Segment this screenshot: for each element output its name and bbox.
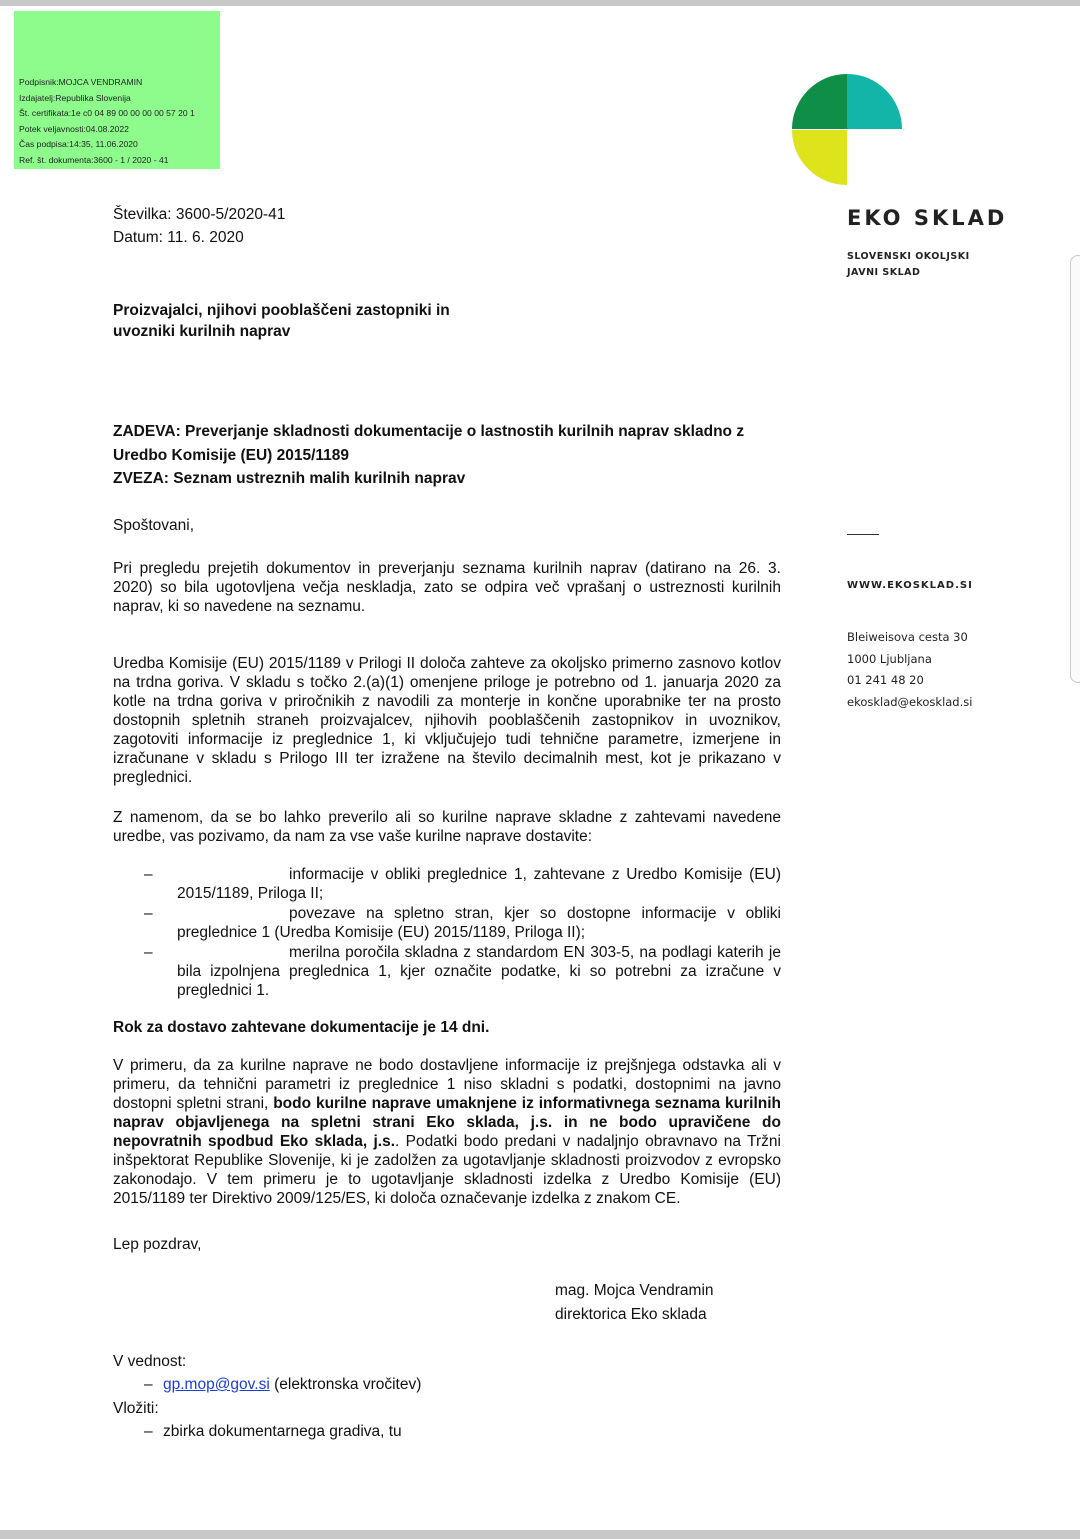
signature-stamp	[14, 11, 220, 169]
list-item-text: povezave na spletno stran, kjer so dostopne informacije v obliki preglednice 1 (Uredba Komisije (EU) 2015/1189, Priloga II);	[177, 905, 781, 941]
recipient-line2: uvozniki kurilnih naprav	[113, 323, 291, 340]
list-item-text: merilna poročila skladna z standardom EN 303-5, na podlagi katerih je bila izpolnjena preglednica 1, kjer označite podatke, ki so potrebni za izračune v preglednici 1.	[177, 944, 781, 999]
list-item	[113, 865, 781, 903]
signature-validity: Potek veljavnosti:04.08.2022	[19, 123, 129, 134]
top-border	[0, 0, 1080, 6]
address-city: 1000 Ljubljana	[847, 651, 932, 666]
signature-reference: Ref. št. dokumenta:3600 - 1 / 2020 - 41	[19, 154, 169, 165]
recipient-line1: Proizvajalci, njihovi pooblaščeni zastopniki in	[113, 302, 450, 319]
cc-line	[163, 1375, 421, 1394]
logo-teal-segment	[847, 74, 902, 129]
signatory-title: direktorica Eko sklada	[555, 1306, 707, 1323]
paragraph-1: Pri pregledu prejetih dokumentov in preverjanju seznama kurilnih naprav (datirano na 26. 3. 2020) so bila ugotovljena večja neskladja, zato se odpira več vprašanj o ustreznosti kurilnih naprav, ki so navedene na seznamu.	[113, 560, 781, 615]
cc-note: (elektronska vročitev)	[269, 1376, 422, 1393]
brand-subtitle-line1: SLOVENSKI OKOLJSKI	[847, 251, 970, 262]
list-dash: –	[144, 866, 153, 883]
signature-lines	[19, 75, 224, 168]
paragraph-2: Uredba Komisije (EU) 2015/1189 v Prilogi II določa zahteve za okoljsko primerno zasnovo kotlov na trdna goriva. V skladu s točko 2.(a)(1) omenjene priloge je potrebno od 1. januarja 2020 za kotle na trdna goriva v priročnikih z navodili za monterje in končne uporabnike ter na prosto dostopnih spletnih straneh proizvajalcev, njihovih pooblaščenih zastopnikov in uvoznikov, zagotoviti informacije iz preglednice 1, ki vključujejo tudi tehnične parametre, izmerjene in izračunane v skladu s Prilogo III ter izražene na število decimalnih mest, kot je prikazano v preglednici.	[113, 655, 781, 786]
list-dash: –	[144, 944, 153, 961]
subject-line2: Uredbo Komisije (EU) 2015/1189	[113, 447, 350, 464]
list-item	[113, 943, 781, 1000]
contact-email[interactable]: ekosklad@ekosklad.si	[847, 694, 973, 709]
brand-subtitle-line2: JAVNI SKLAD	[847, 267, 921, 278]
bottom-border	[0, 1530, 1080, 1539]
closing: Lep pozdrav,	[113, 1236, 202, 1253]
greeting: Spoštovani,	[113, 517, 194, 534]
document-number: Številka: 3600-5/2020-41	[113, 206, 286, 223]
paragraph-4-end: . Podatki bodo predani v nadaljnjo obravnavo na Tržni inšpektorat Republike Slovenije, ki je zadolžen za ugotavljanje skladnosti proizvodov z evropsko zakonodajo. V tem primeru je to ugotavljanje skladnosti izdelka z Uredbo Komisije (EU) 2015/1189 ter Direktivo 2009/125/ES, ki določa označevanje izdelka z znakom CE.	[113, 1133, 781, 1207]
signature-certificate: Št. certifikata:1e c0 04 89 00 00 00 00 57 20 1	[19, 108, 195, 118]
signature-signer: Podpisnik:MOJCA VENDRAMIN	[19, 77, 143, 87]
document-date: Datum: 11. 6. 2020	[113, 229, 244, 246]
logo-yellow-segment	[792, 130, 847, 185]
paragraph-3: Z namenom, da se bo lahko preverilo ali so kurilne naprave skladne z zahtevami navedene uredbe, vas pozivamo, da nam za vse vaše kurilne naprave dostavite:	[113, 809, 781, 845]
subject-line3: ZVEZA: Seznam ustreznih malih kurilnih naprav	[113, 470, 466, 487]
file-item: zbirka dokumentarnega gradiva, tu	[163, 1423, 402, 1440]
cc-dash: –	[144, 1376, 153, 1393]
cc-label: V vednost:	[113, 1353, 187, 1370]
website-link[interactable]: WWW.EKOSKLAD.SI	[847, 580, 973, 591]
contact-phone: 01 241 48 20	[847, 673, 924, 687]
address-street: Bleiweisova cesta 30	[847, 630, 968, 644]
paragraph-4-start: V primeru, da za kurilne naprave ne bodo dostavljene informacije iz prejšnjega odstavka ali v primeru, da tehnični parametri iz preglednice 1 niso skladni s podatki, dostopnimi na javno dostopni spletni strani,	[113, 1057, 781, 1112]
contact-address	[847, 627, 972, 713]
cc-email-link[interactable]: gp.mop@gov.si	[163, 1376, 270, 1393]
paragraph-4	[113, 1056, 781, 1208]
eko-sklad-logo-icon	[790, 72, 904, 186]
paragraph-4-emphasis: bodo kurilne naprave umaknjene iz informativnega seznama kurilnih naprav objavljenega na spletni strani Eko sklada, j.s. in ne bodo upravičene do nepovratnih spodbud Eko sklada, j.s.	[113, 1095, 781, 1150]
file-dash: –	[144, 1423, 153, 1440]
subject-line1: ZADEVA: Preverjanje skladnosti dokumentacije o lastnostih kurilnih naprav skladno z	[113, 423, 745, 440]
brand-name: EKO SKLAD	[847, 206, 1008, 230]
logo-green-segment	[792, 74, 847, 129]
list-item	[113, 904, 781, 942]
file-label: Vložiti:	[113, 1400, 159, 1417]
scrollbar[interactable]	[1070, 255, 1080, 683]
signatory-name: mag. Mojca Vendramin	[555, 1282, 714, 1299]
signature-time: Čas podpisa:14:35, 11.06.2020	[19, 139, 138, 149]
brand-subtitle	[847, 249, 970, 281]
deadline-notice: Rok za dostavo zahtevane dokumentacije je 14 dni.	[113, 1019, 490, 1036]
list-item-text: informacije v obliki preglednice 1, zahtevane z Uredbo Komisije (EU) 2015/1189, Priloga II;	[177, 866, 781, 902]
signature-issuer: Izdajatelj:Republika Slovenija	[19, 92, 131, 103]
sidebar-divider	[847, 534, 879, 535]
list-dash: –	[144, 905, 153, 922]
